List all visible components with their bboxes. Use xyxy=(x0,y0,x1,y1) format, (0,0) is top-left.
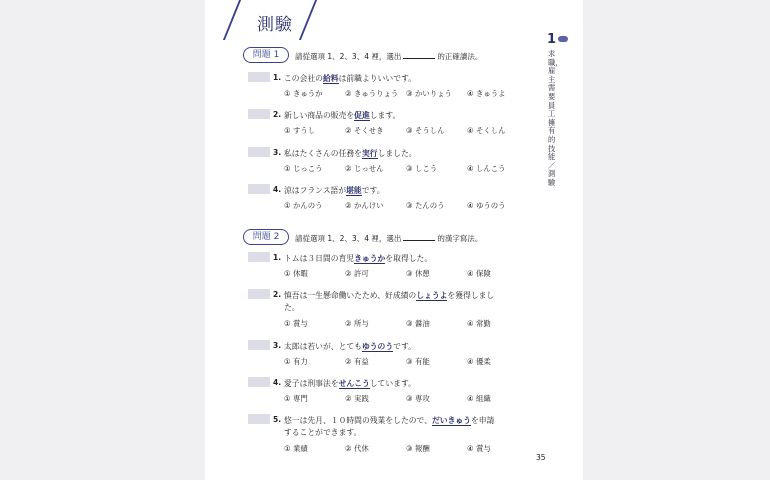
answer-option[interactable]: ② じっせん xyxy=(345,164,384,173)
question-text-line2: することができます。 xyxy=(284,428,362,437)
question-text xyxy=(284,148,417,159)
answer-option[interactable]: ④ 保険 xyxy=(467,269,491,278)
chapter-marker xyxy=(558,36,568,42)
question-text xyxy=(284,378,416,389)
answer-option[interactable]: ③ 報酬 xyxy=(406,444,430,453)
question-text-pre: 涼はフランス語が xyxy=(284,186,347,195)
answer-option[interactable]: ① 賞与 xyxy=(284,319,308,328)
blank-line xyxy=(403,234,435,241)
answer-option[interactable]: ③ 有能 xyxy=(406,357,430,366)
question-text-post: しました。 xyxy=(377,149,417,158)
question-text-post: を申請 xyxy=(470,416,495,425)
instruction-text: 的漢字寫法。 xyxy=(437,234,483,243)
answer-option[interactable]: ② かんけい xyxy=(345,201,384,210)
answer-box[interactable] xyxy=(248,72,270,82)
answer-option[interactable]: ① きゅうか xyxy=(284,89,323,98)
question-text xyxy=(284,110,400,121)
answer-option[interactable]: ④ そくしん xyxy=(467,126,506,135)
answer-option[interactable]: ① じっこう xyxy=(284,164,323,173)
section-label: 問題 1 xyxy=(243,47,289,63)
answer-option[interactable]: ① 専門 xyxy=(284,394,308,403)
answer-option[interactable]: ③ かいりょう xyxy=(406,89,452,98)
answer-box[interactable] xyxy=(248,289,270,299)
question-text-pre: この会社の xyxy=(284,74,323,83)
answer-box[interactable] xyxy=(248,377,270,387)
question-text-post: は前職よりいいです。 xyxy=(338,74,416,83)
answer-option[interactable]: ④ 組織 xyxy=(467,394,491,403)
question-target-word: しょうよ xyxy=(416,291,448,300)
answer-option[interactable]: ④ 優柔 xyxy=(467,357,491,366)
answer-option[interactable]: ① 業績 xyxy=(284,444,308,453)
answer-box[interactable] xyxy=(248,184,270,194)
question-target-word: 促進 xyxy=(354,111,370,120)
question-text-post: しています。 xyxy=(369,379,416,388)
answer-option[interactable]: ② きゅうりょう xyxy=(345,89,399,98)
question-text-pre: 新しい商品の販売を xyxy=(284,111,355,120)
answer-option[interactable]: ① 休暇 xyxy=(284,269,308,278)
question-text xyxy=(284,253,432,264)
question-text-pre: 太郎は若いが、とても xyxy=(284,342,362,351)
slash-decoration xyxy=(299,0,317,40)
question-text xyxy=(284,185,385,196)
question-text-pre: トムは３日間の育児 xyxy=(284,254,355,263)
answer-option[interactable]: ② 許可 xyxy=(345,269,369,278)
answer-option[interactable]: ③ 醤油 xyxy=(406,319,430,328)
answer-box[interactable] xyxy=(248,414,270,424)
answer-box[interactable] xyxy=(248,340,270,350)
answer-option[interactable]: ③ たんのう xyxy=(406,201,445,210)
answer-option[interactable]: ② そくせき xyxy=(345,126,384,135)
answer-box[interactable] xyxy=(248,109,270,119)
question-text-pre: 悠一は先月、１０時間の残業をしたので、 xyxy=(284,416,432,425)
question-text-pre: 私はたくさんの任務を xyxy=(284,149,362,158)
answer-option[interactable]: ① 有力 xyxy=(284,357,308,366)
question-target-word: だいきゅう xyxy=(431,416,471,425)
section-instruction xyxy=(295,51,482,62)
question-number: 2. xyxy=(273,290,282,299)
question-text-pre: 愛子は刑事法を xyxy=(284,379,339,388)
answer-box[interactable] xyxy=(248,147,270,157)
section-label: 問題 2 xyxy=(243,229,289,245)
answer-option[interactable]: ① すうし xyxy=(284,126,316,135)
section-instruction xyxy=(295,233,482,244)
answer-option[interactable]: ① かんのう xyxy=(284,201,323,210)
instruction-text: 請從選項 1、2、3、4 裡，選出 xyxy=(295,52,402,61)
instruction-text: 請從選項 1、2、3、4 裡，選出 xyxy=(295,234,402,243)
answer-option[interactable]: ③ しこう xyxy=(406,164,438,173)
answer-option[interactable]: ② 実践 xyxy=(345,394,369,403)
question-number: 5. xyxy=(273,415,282,424)
question-number: 3. xyxy=(273,148,282,157)
answer-option[interactable]: ④ ゆうのう xyxy=(467,201,506,210)
instruction-text: 的正確讀法。 xyxy=(437,52,483,61)
page-header xyxy=(227,2,317,40)
question-text xyxy=(284,415,494,426)
question-number: 4. xyxy=(273,378,282,387)
question-text-line2: た。 xyxy=(284,303,300,312)
question-target-word: 給料 xyxy=(322,74,339,83)
chapter-tab xyxy=(565,0,583,480)
question-text-post: です。 xyxy=(361,186,385,195)
answer-option[interactable]: ④ 賞与 xyxy=(467,444,491,453)
question-number: 1. xyxy=(273,73,282,82)
answer-option[interactable]: ③ 専攻 xyxy=(406,394,430,403)
answer-option[interactable]: ④ きゅうよ xyxy=(467,89,506,98)
answer-option[interactable]: ④ 常勤 xyxy=(467,319,491,328)
question-target-word: せんこう xyxy=(338,379,370,388)
answer-option[interactable]: ④ しんこう xyxy=(467,164,506,173)
answer-option[interactable]: ② 所与 xyxy=(345,319,369,328)
answer-option[interactable]: ③ そうしん xyxy=(406,126,445,135)
page-title: 測驗 xyxy=(257,15,293,35)
answer-option[interactable]: ② 有益 xyxy=(345,357,369,366)
answer-box[interactable] xyxy=(248,252,270,262)
question-number: 3. xyxy=(273,341,282,350)
question-target-word: きゅうか xyxy=(354,254,386,263)
question-text-post: します。 xyxy=(369,111,401,120)
question-target-word: 実行 xyxy=(361,149,378,158)
answer-option[interactable]: ② 代休 xyxy=(345,444,369,453)
question-number: 4. xyxy=(273,185,282,194)
blank-line xyxy=(403,52,435,59)
page-number: 35 xyxy=(536,453,546,462)
question-text-post: です。 xyxy=(393,342,416,351)
question-target-word: 堪能 xyxy=(346,186,362,195)
question-number: 2. xyxy=(273,110,282,119)
question-text xyxy=(284,290,494,301)
question-text-pre: 慎吾は一生懸命働いたため、好成績の xyxy=(284,291,417,300)
question-text xyxy=(284,341,416,352)
question-target-word: ゆうのう xyxy=(361,342,394,351)
question-text xyxy=(284,73,416,84)
chapter-number: 1 xyxy=(547,32,557,47)
question-number: 1. xyxy=(273,253,282,262)
question-text-post: を取得した。 xyxy=(385,254,433,263)
chapter-title: 求職，雇主需要員工擁有的技能／測驗 xyxy=(548,49,563,187)
answer-option[interactable]: ③ 休憩 xyxy=(406,269,430,278)
question-text-post: を獲得しまし xyxy=(447,291,495,300)
